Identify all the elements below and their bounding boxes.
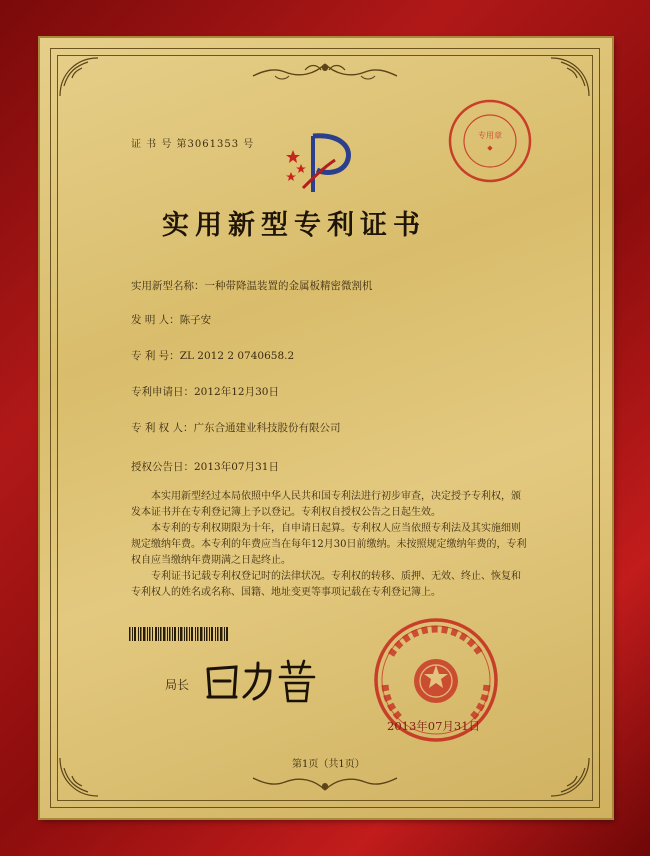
corner-ornament-top-right-icon xyxy=(547,56,591,100)
svg-text:◆: ◆ xyxy=(487,144,493,152)
field-label: 发 明 人： xyxy=(131,314,180,326)
field-value: 陈子安 xyxy=(179,314,212,326)
certificate-title: 实用新型专利证书 xyxy=(162,210,426,241)
field-label: 授权公告日： xyxy=(131,461,194,473)
field-value: 一种带降温装置的金属板精密微割机 xyxy=(204,280,373,292)
director-label: 局长 xyxy=(165,678,190,692)
field-application-date xyxy=(131,384,279,399)
svg-text:专用章: 专用章 xyxy=(478,131,502,140)
field-patent-number xyxy=(131,348,294,363)
field-inventor xyxy=(131,312,211,327)
field-value: 2013年07月31日 xyxy=(194,461,279,473)
field-announcement-date xyxy=(131,459,279,474)
top-ornament-icon xyxy=(245,60,405,84)
director-signature xyxy=(200,657,320,705)
body-paragraph-3: 专利证书记载专利权登记时的法律状况。专利权的转移、质押、无效、终止、恢复和专利权人的姓名或名称、国籍、地址变更等事项记载在专利登记簿上。 xyxy=(131,571,521,598)
bottom-ornament-icon xyxy=(245,772,405,794)
field-label: 专 利 权 人： xyxy=(131,422,194,434)
field-label: 专利申请日： xyxy=(131,386,194,398)
seal-date: 2013年07月31日 xyxy=(387,719,481,733)
certificate-body xyxy=(131,489,529,601)
barcode-icon xyxy=(129,627,229,641)
field-value: 2012年12月30日 xyxy=(194,386,279,398)
field-label: 专 利 号： xyxy=(131,350,180,362)
corner-ornament-bottom-right-icon xyxy=(547,754,591,798)
field-patentee xyxy=(131,420,341,435)
field-value: 广东合通建业科技股份有限公司 xyxy=(193,422,341,434)
corner-ornament-bottom-left-icon xyxy=(58,754,102,798)
page-number: 第1页（共1页） xyxy=(292,759,365,770)
body-paragraph-2: 本专利的专利权期限为十年，自申请日起算。专利权人应当依照专利法及其实施细则规定缴纳年费。本专利的年费应当在每年12月30日前缴纳。未按照规定缴纳年费的，专利权自应当缴纳年费期满之日起终止。 xyxy=(131,523,527,566)
small-seal-stamp xyxy=(445,96,535,186)
field-value: ZL 2012 2 0740658.2 xyxy=(179,350,295,362)
sipo-logo-icon xyxy=(283,130,363,198)
field-utility-model-name xyxy=(131,278,373,293)
body-paragraph-1: 本实用新型经过本局依照中华人民共和国专利法进行初步审查，决定授予专利权，颁发本证书并在专利登记簿上予以登记。专利权自授权公告之日起生效。 xyxy=(131,491,521,518)
corner-ornament-top-left-icon xyxy=(58,56,102,100)
certificate-number: 证 书 号 第3061353 号 xyxy=(131,139,255,150)
field-label: 实用新型名称： xyxy=(131,280,205,292)
